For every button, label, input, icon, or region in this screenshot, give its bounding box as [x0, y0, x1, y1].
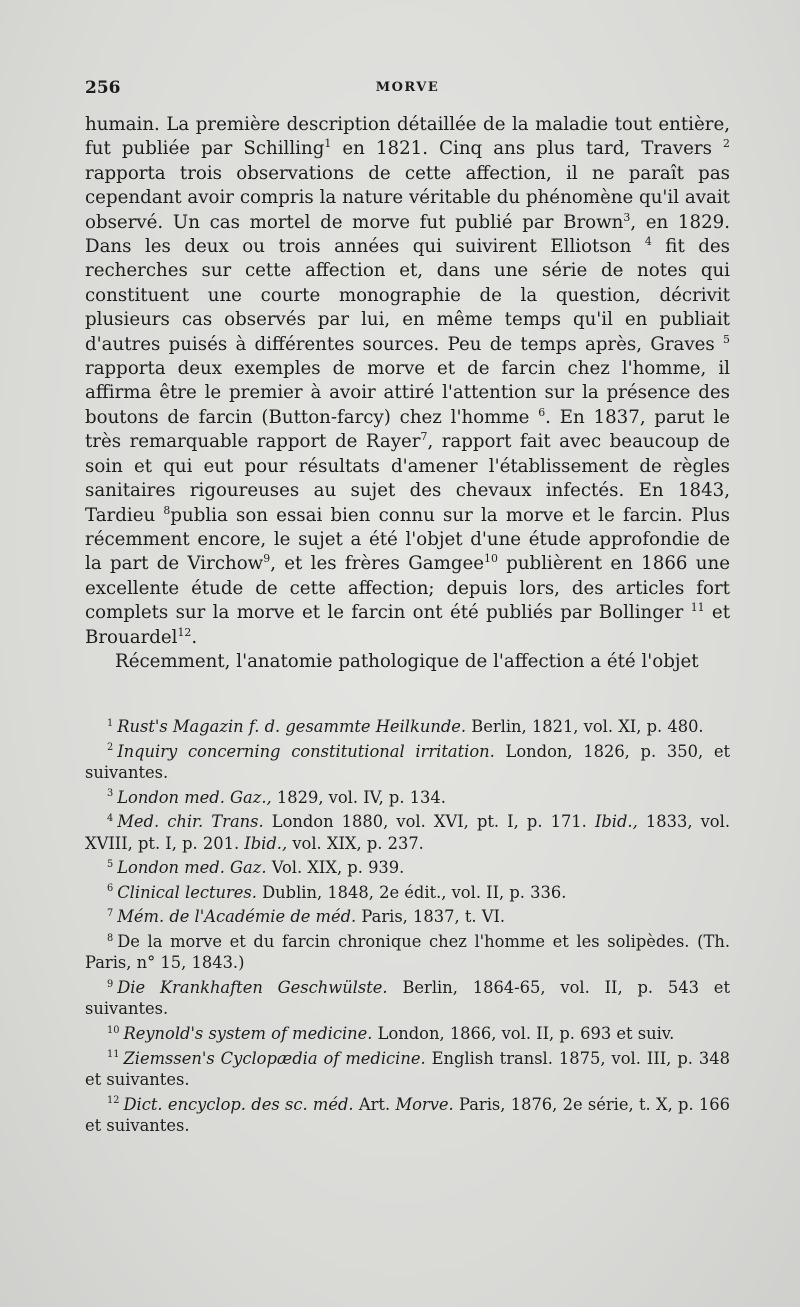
note-reference: 7	[420, 430, 428, 444]
citation-text: London, 1866, vol. II, p. 693 et suiv.	[372, 1023, 675, 1043]
citation-text: 1833, vol. XVIII, pt. I, p. 201.	[85, 812, 730, 853]
footnote	[85, 716, 730, 737]
text-run: en 1821. Cinq ans plus tard, Travers	[331, 138, 724, 160]
citation-title: Ibid.,	[594, 812, 638, 832]
text-run: publia son essai bien connu sur la morve et le farcin. Plus récemment encore, le sujet a été l'objet d'une étude approfondie de la part de Virchow	[85, 504, 731, 575]
citation-text: Art.	[353, 1094, 396, 1114]
footnote-number: 2	[107, 742, 114, 754]
note-reference: 4	[644, 234, 652, 248]
citation-text: De la morve et du farcin chronique chez l'homme et les solipèdes. (Th. Paris, n° 15, 1843.)	[85, 931, 730, 973]
citation-title: Reynold's system of medicine.	[123, 1023, 373, 1043]
text-run: rapporta trois observations de cette affection, il ne paraît pas cependant avoir compris la nature véritable du phénomène qu'il avait observé. Un cas mortel de morve fut publié par Brown	[85, 162, 730, 233]
page-header	[85, 78, 730, 102]
text-run: . En 1837, parut le très remarquable rapport de Rayer	[85, 406, 730, 453]
paragraph	[85, 113, 730, 650]
citation-title: Med. chir. Trans.	[117, 812, 264, 832]
note-reference: 1	[324, 137, 332, 151]
text-run: , rapport fait avec beaucoup de soin et qui eut pour résultats d'amener l'établissement de règles sanitaires rigoureuses au sujet des chevaux infectés. En 1843, Tardieu	[85, 431, 730, 526]
note-reference: 11	[690, 601, 705, 615]
citation-text: Paris, 1837, t. VI.	[356, 907, 506, 927]
footnote-number: 5	[107, 858, 114, 870]
note-reference: 12	[177, 625, 192, 639]
citation-title: Mém. de l'Académie de méd.	[117, 907, 357, 927]
text-run: , et les frères Gamgee	[270, 553, 484, 575]
citation-text: Paris, 1876, 2e série, t. X, p. 166 et suivantes.	[85, 1094, 731, 1135]
footnote	[85, 787, 730, 808]
citation-title: Rust's Magazin f. d. gesammte Heilkunde.	[117, 717, 467, 736]
citation-text: 1829, vol. IV, p. 134.	[271, 787, 446, 807]
note-reference: 3	[623, 210, 631, 224]
citation-title: Die Krankhaften Geschwülste.	[117, 977, 388, 997]
citation-text: London, 1826, p. 350, et suivantes.	[85, 741, 730, 782]
note-reference: 2	[723, 137, 730, 151]
footnote-number: 1	[107, 717, 114, 729]
footnote	[85, 882, 730, 903]
citation-title: Clinical lectures.	[117, 882, 257, 902]
citation-text: Berlin, 1821, vol. XI, p. 480.	[466, 717, 704, 736]
citation-title: Ziemssen's Cyclopædia of medicine.	[123, 1048, 426, 1068]
footnote	[85, 1048, 730, 1091]
citation-title: London med. Gaz.,	[117, 787, 272, 807]
main-text	[85, 113, 730, 674]
citation-text: English transl. 1875, vol. III, p. 348 et suivantes.	[85, 1048, 730, 1089]
text-run: et Brouardel	[85, 602, 730, 648]
text-run: publièrent en 1866 une excellente étude de cette affection; depuis lors, des articles fort complets sur la morve et le farcin ont été publiés par Bollinger	[85, 553, 730, 624]
citation-title: Morve.	[395, 1094, 454, 1114]
footnote	[85, 1094, 730, 1137]
footnote	[85, 977, 730, 1020]
citation-title: Ibid.,	[244, 833, 288, 853]
note-reference: 5	[723, 332, 730, 346]
running-title: MORVE	[375, 80, 440, 95]
text-run: humain. La première description détaillée de la maladie tout entière, fut publiée par Schilling	[85, 114, 730, 160]
footnote-number: 6	[107, 883, 114, 895]
text-run: rapporta deux exemples de morve et de farcin chez l'homme, il affirma être le premier à avoir attiré l'attention sur la présence des boutons de farcin (Button-farcy) chez l'homme	[85, 358, 730, 428]
text-run: , en 1829. Dans les deux ou trois années qui suivirent Elliotson	[85, 211, 730, 258]
footnotes	[85, 716, 730, 1140]
note-reference: 10	[484, 552, 498, 566]
citation-text: vol. XIX, p. 237.	[287, 833, 424, 853]
text-run: .	[191, 626, 198, 648]
footnote-number: 8	[107, 932, 114, 944]
footnote	[85, 1023, 730, 1044]
footnote	[85, 811, 730, 854]
footnote-number: 3	[107, 788, 114, 800]
note-reference: 6	[538, 405, 546, 419]
citation-title: Inquiry concerning constitutional irritation.	[117, 741, 495, 761]
citation-text: London 1880, vol. XVI, pt. I, p. 171.	[263, 812, 595, 832]
citation-title: Dict. encyclop. des sc. méd.	[123, 1094, 354, 1114]
citation-title: London med. Gaz.	[117, 858, 267, 878]
citation-text: Dublin, 1848, 2e édit., vol. II, p. 336.	[256, 882, 567, 902]
paragraph: Récemment, l'anatomie pathologique de l'affection a été l'objet	[115, 650, 699, 672]
note-reference: 9	[263, 552, 271, 566]
footnote-number: 11	[107, 1049, 120, 1061]
note-reference: 8	[163, 503, 171, 517]
footnote-number: 7	[107, 907, 114, 919]
page-number: 256	[85, 78, 121, 98]
footnote	[85, 741, 730, 784]
footnote-number: 4	[107, 812, 114, 824]
text-run: fit des recherches sur cette affection et, dans une série de notes qui constituent une courte monographie de la question, décrivit plusieurs cas observés par lui, en même temps qu'il en publiait d'autres puisés à différentes sources. Peu de temps après, Graves	[85, 236, 730, 355]
footnote	[85, 906, 730, 927]
footnote-number: 9	[107, 978, 114, 990]
citation-text: Berlin, 1864-65, vol. II, p. 543 et suivantes.	[85, 977, 730, 1019]
footnote	[85, 857, 730, 878]
citation-text: Vol. XIX, p. 939.	[266, 858, 405, 878]
footnote-number: 10	[107, 1024, 120, 1036]
footnote-number: 12	[107, 1095, 120, 1107]
footnote	[85, 931, 730, 974]
